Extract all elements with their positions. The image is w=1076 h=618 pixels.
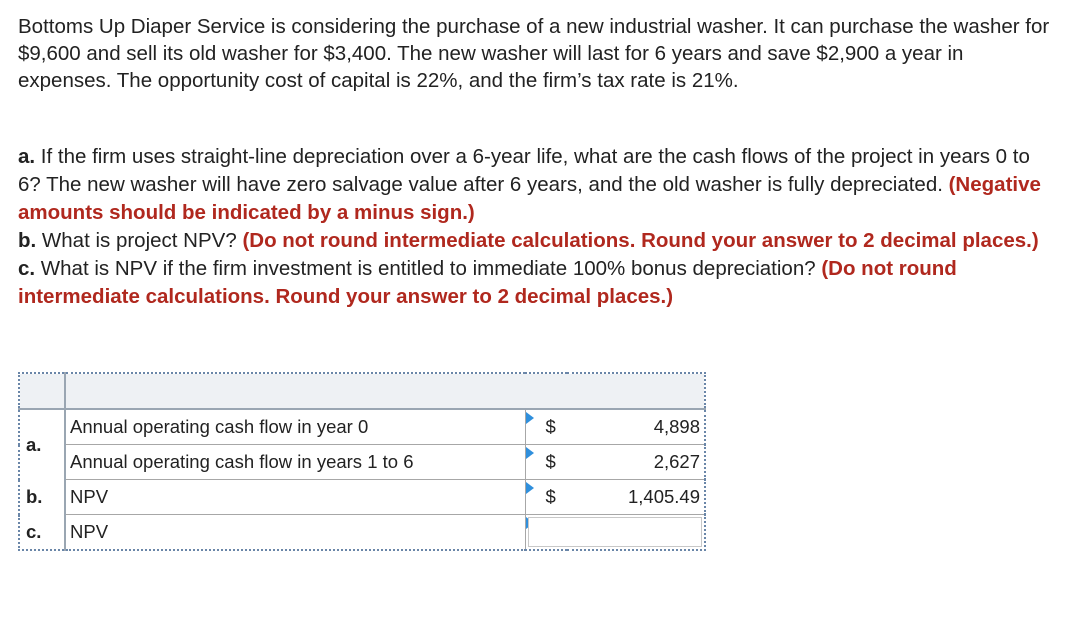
question-c-instruction: (Do not round intermediate calculations. Round your answer to 2 decimal places.) [18,257,957,308]
table-row [19,480,705,515]
row-description: NPV [65,480,525,515]
answer-table [18,372,706,551]
question-b [18,227,1058,255]
row-description: NPV [70,521,109,542]
question-a-instruction: (Negative amounts should be indicated by a minus sign.) [18,173,1041,224]
currency-cell [525,480,567,515]
problem-intro: Bottoms Up Diaper Service is considering the purchase of a new industrial washer. It can purchase the washer for $9,600 and sell its old washer for $3,400. The new washer will last for 6 years and save $2,900 a year in expenses. The opportunity cost of capital is 22%, and the firm’s tax rate is 21%. [18,15,1050,92]
answer-cell-npv-c [525,515,705,551]
questions-block [18,143,1058,311]
question-a-text: If the firm uses straight-line depreciation over a 6-year life, what are the cash flows of the project in years 0 to 6? The new washer will have zero salvage value after 6 years, and the old washer is fully depreciated. [18,145,1030,196]
answer-input-npv-b[interactable]: 1,405.49 [567,480,705,515]
answer-marker-icon [526,447,534,459]
table-row [19,515,705,551]
answer-marker-icon [526,412,534,424]
row-part-label: a. [19,409,65,480]
currency-cell [525,409,567,445]
question-c [18,255,1058,311]
question-a-label: a. [18,145,36,168]
currency-symbol: $ [545,486,556,507]
currency-symbol: $ [545,416,556,437]
answer-input-year-0[interactable]: 4,898 [567,409,705,445]
table-row [19,409,705,445]
row-description: Annual operating cash flow in years 1 to 6 [65,445,525,480]
question-b-label: b. [18,229,37,252]
question-c-label: c. [18,257,36,280]
answer-input-npv-c[interactable] [528,517,703,547]
question-a [18,143,1058,227]
answer-input-years-1-6[interactable]: 2,627 [567,445,705,480]
answer-marker-icon [526,482,534,494]
question-b-instruction: (Do not round intermediate calculations. Round your answer to 2 decimal places.) [242,229,1039,252]
row-part-label: c. [19,515,65,551]
table-row [19,445,705,480]
row-part-label: b. [19,480,65,515]
currency-cell [525,445,567,480]
question-c-text: What is NPV if the firm investment is entitled to immediate 100% bonus depreciation? [35,257,822,280]
row-description: Annual operating cash flow in year 0 [65,409,525,445]
currency-symbol: $ [545,451,556,472]
question-b-text: What is project NPV? [36,229,243,252]
table-header-row [19,373,705,409]
